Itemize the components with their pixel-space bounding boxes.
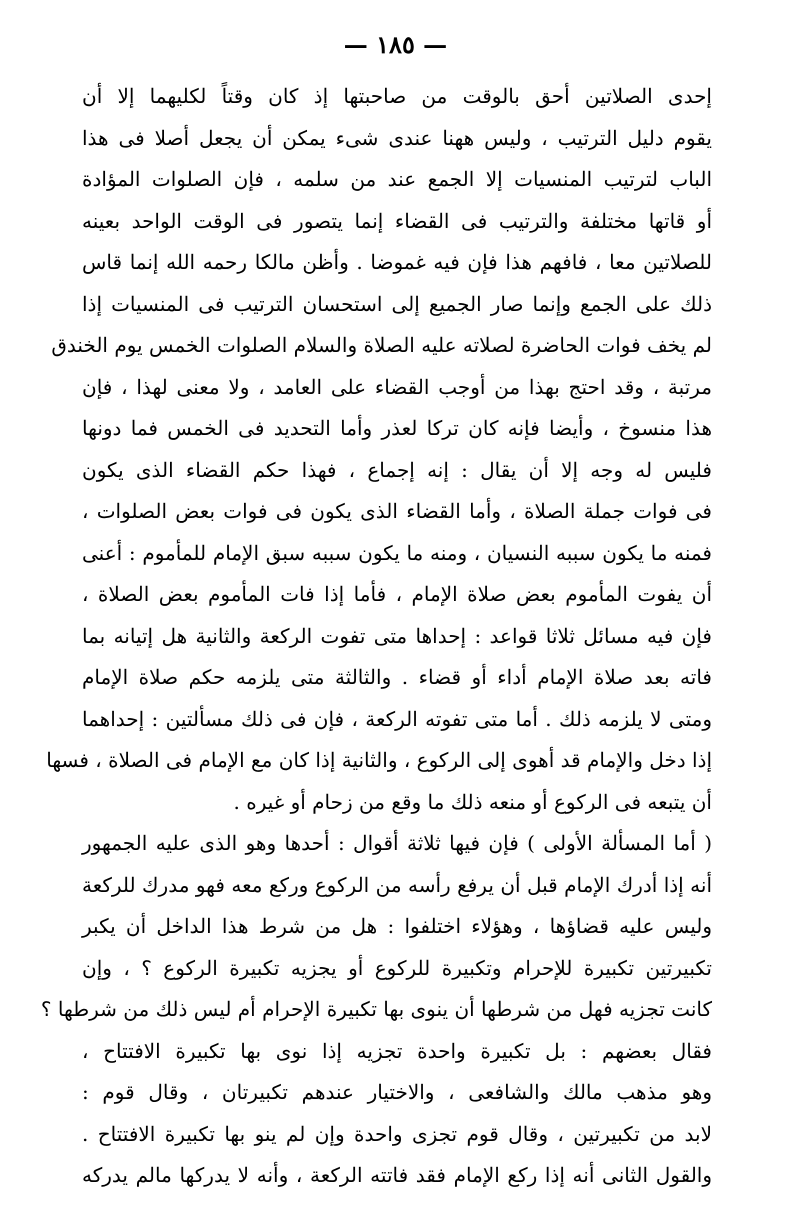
body-text xyxy=(0,78,791,1218)
text-line: إذا دخل والإمام قد أهوى إلى الركوع ، والثانية إذا كان مع الإمام فى الصلاة ، فسها xyxy=(46,748,712,772)
text-line: فإن فيه مسائل ثلاثا قواعد : إحداها متى تفوت الركعة والثانية هل إتيانه بما xyxy=(82,623,712,648)
text-line: أن يتبعه فى الركوع أو منعه ذلك ما وقع من زحام أو غيره . xyxy=(233,789,712,814)
text-line: إحدى الصلاتين أحق بالوقت من صاحبتها إذ كان وقتاً لكليهما إلا أن xyxy=(82,84,712,108)
page-number: — ١٨٥ — xyxy=(343,30,448,59)
text-line: والقول الثانى أنه إذا ركع الإمام فقد فاتته الركعة ، وأنه لا يدركها مالم يدركه xyxy=(82,1163,712,1187)
text-line: هذا منسوخ ، وأيضا فإنه كان تركا لعذر وأما التحديد فى الخمس فما دونها xyxy=(82,416,712,440)
text-line: فليس له وجه إلا أن يقال : إنه إجماع ، فهذا حكم القضاء الذى يكون xyxy=(82,457,712,482)
text-line: وهو مذهب مالك والشافعى ، والاختيار عندهم تكبيرتان ، وقال قوم : xyxy=(82,1080,712,1104)
text-line: لم يخف فوات الحاضرة لصلاته عليه الصلاة والسلام الصلوات الخمس يوم الخندق xyxy=(51,333,712,357)
text-line: فى فوات جملة الصلاة ، وأما القضاء الذى يكون فى فوات بعض الصلوات ، xyxy=(82,499,712,523)
text-line: وليس عليه قضاؤها ، وهؤلاء اختلفوا : هل من شرط هذا الداخل أن يكبر xyxy=(82,914,712,938)
text-line: فقال بعضهم : بل تكبيرة واحدة تجزيه إذا نوى بها تكبيرة الافتتاح ، xyxy=(82,1038,712,1063)
text-line: ( أما المسألة الأولى ) فإن فيها ثلاثة أقوال : أحدها وهو الذى عليه الجمهور xyxy=(82,831,712,855)
text-line: أو قاتها مختلفة والترتيب فى القضاء إنما يتصور فى الوقت الواحد بعينه xyxy=(82,208,712,233)
text-line: فمنه ما يكون سببه النسيان ، ومنه ما يكون سببه سبق الإمام للمأموم : أعنى xyxy=(82,540,712,565)
text-line: ذلك على الجمع وإنما صار الجميع إلى استحسان الترتيب فى المنسيات إذا xyxy=(82,291,712,316)
text-line: للصلاتين معا ، فافهم هذا فإن فيه غموضا . وأظن مالكا رحمه الله إنما قاس xyxy=(82,250,712,274)
text-line: فاته بعد صلاة الإمام أداء أو قضاء . والثالثة متى يلزمه حكم صلاة الإمام xyxy=(82,665,712,689)
text-line: تكبيرتين تكبيرة للإحرام وتكبيرة للركوع أو يجزيه تكبيرة الركوع ؟ ، وإن xyxy=(82,955,712,980)
text-line: لابد من تكبيرتين ، وقال قوم تجزى واحدة وإن لم ينو بها تكبيرة الافتتاح . xyxy=(82,1121,712,1146)
text-line: أن يفوت المأموم بعض صلاة الإمام ، فأما إذا فات المأموم بعض الصلاة ، xyxy=(82,582,712,606)
text-line: مرتبة ، وقد احتج بهذا من أوجب القضاء على العامد ، ولا معنى لهذا ، فإن xyxy=(82,374,712,399)
text-line: أنه إذا أدرك الإمام قبل أن يرفع رأسه من الركوع وركع معه فهو مدرك للركعة xyxy=(82,872,712,897)
text-line: كانت تجزيه فهل من شرطها أن ينوى بها تكبيرة الإحرام أم ليس ذلك من شرطها ؟ xyxy=(40,997,712,1021)
text-line: الباب لترتيب المنسيات إلا الجمع عند من سلمه ، فإن الصلوات المؤادة xyxy=(82,167,712,191)
text-line: يقوم دليل الترتيب ، وليس ههنا عندى شىء يمكن أن يجعل أصلا فى هذا xyxy=(82,125,712,150)
text-line: ومتى لا يلزمه ذلك . أما متى تفوته الركعة ، فإن فى ذلك مسألتين : إحداهما xyxy=(82,706,712,731)
